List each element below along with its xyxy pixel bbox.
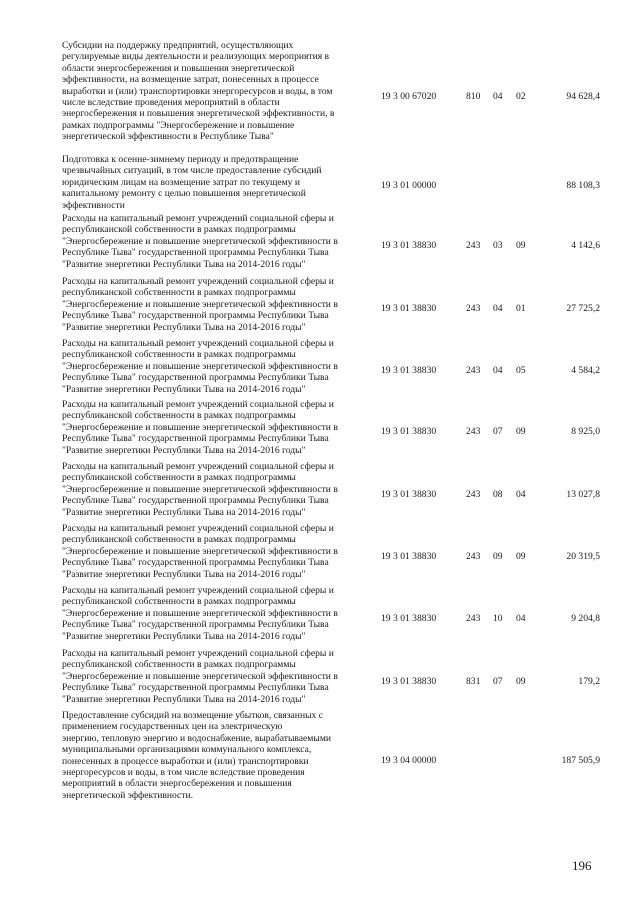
section-code: 09 — [493, 551, 503, 562]
section-code: 03 — [493, 240, 503, 251]
amount: 13 027,8 — [566, 489, 600, 500]
target-code: 19 3 01 00000 — [381, 180, 437, 191]
target-code: 19 3 04 00000 — [381, 755, 437, 766]
page-number: 196 — [572, 858, 592, 873]
amount: 179,2 — [578, 676, 600, 687]
subsection-code: 09 — [516, 426, 526, 437]
section-code: 08 — [493, 489, 503, 500]
expense-type: 243 — [466, 551, 481, 562]
expense-type: 243 — [466, 489, 481, 500]
section-code: 04 — [493, 303, 503, 314]
expense-type: 810 — [466, 91, 481, 102]
target-code: 19 3 01 38830 — [381, 365, 437, 376]
row-description: Расходы на капитальный ремонт учреждений социальной сферы и республиканской собственности в рамках подпрограммы "Энергосбережение и повышение энергетической эффективности в Республике Тыва" государственной программы Республики Тыва "Развитие энергетики Республики Тыва на 2014-2016 годы" — [62, 276, 338, 333]
subsection-code: 01 — [516, 303, 526, 314]
expense-type: 243 — [466, 613, 481, 624]
amount: 88 108,3 — [566, 180, 600, 191]
section-code: 07 — [493, 426, 503, 437]
row-description: Расходы на капитальный ремонт учреждений социальной сферы и республиканской собственности в рамках подпрограммы "Энергосбережение и повышение энергетической эффективности в Республике Тыва" государственной программы Республики Тыва "Развитие энергетики Республики Тыва на 2014-2016 годы" — [62, 585, 338, 642]
target-code: 19 3 01 38830 — [381, 303, 437, 314]
subsection-code: 05 — [516, 365, 526, 376]
section-code: 04 — [493, 365, 503, 376]
amount: 27 725,2 — [566, 303, 600, 314]
row-description: Расходы на капитальный ремонт учреждений социальной сферы и республиканской собственности в рамках подпрограммы "Энергосбережение и повышение энергетической эффективности в Республике Тыва" государственной программы Республики Тыва "Развитие энергетики Республики Тыва на 2014-2016 годы" — [62, 648, 338, 705]
target-code: 19 3 00 67020 — [381, 91, 437, 102]
expense-type: 243 — [466, 426, 481, 437]
target-code: 19 3 01 38830 — [381, 426, 437, 437]
amount: 94 628,4 — [566, 91, 600, 102]
target-code: 19 3 01 38830 — [381, 676, 437, 687]
row-description: Субсидии на поддержку предприятий, осуществляющих регулируемые виды деятельности и реализующих мероприятия в области энергосбережения и повышения энергетической эффективности, на возмещение затрат, понесенных в процессе выработки и (или) транспортировки энергоресурсов и воды, в том числе вследствие проведения мероприятий в области энергосбережения и повышения энергетической эффективности, в рамках подпрограммы "Энергосбережение и повышение энергетической эффективности в Республике Тыва" — [62, 40, 335, 143]
target-code: 19 3 01 38830 — [381, 613, 437, 624]
amount: 187 505,9 — [561, 755, 600, 766]
amount: 8 925,0 — [571, 426, 600, 437]
section-code: 10 — [493, 613, 503, 624]
subsection-code: 09 — [516, 676, 526, 687]
row-description: Подготовка к осенне-зимнему периоду и предотвращение чрезвычайных ситуаций, в том числе предоставление субсидий юридическим лицам на возмещение затрат по текущему и капитальному ремонту с целью повышения энергетической эффективности — [62, 154, 322, 211]
amount: 4 584,2 — [571, 365, 600, 376]
row-description: Предоставление субсидий на возмещение убытков, связанных с применением государственных цен на электрическую энергию, тепловую энергию и водоснабжение, вырабатываемыми муниципальными организациями коммунального комплекса, понесенных в процессе выработки и (или) транспортировки энергоресурсов и воды, в том числе вследствие проведения мероприятий в области энергосбережения и повышения энергетической эффективности. — [62, 710, 332, 801]
row-description: Расходы на капитальный ремонт учреждений социальной сферы и республиканской собственности в рамках подпрограммы "Энергосбережение и повышение энергетической эффективности в Республике Тыва" государственной программы Республики Тыва "Развитие энергетики Республики Тыва на 2014-2016 годы" — [62, 338, 338, 395]
subsection-code: 09 — [516, 240, 526, 251]
expense-type: 243 — [466, 365, 481, 376]
expense-type: 243 — [466, 240, 481, 251]
row-description: Расходы на капитальный ремонт учреждений социальной сферы и республиканской собственности в рамках подпрограммы "Энергосбережение и повышение энергетической эффективности в Республике Тыва" государственной программы Республики Тыва "Развитие энергетики Республики Тыва на 2014-2016 годы" — [62, 399, 338, 456]
target-code: 19 3 01 38830 — [381, 551, 437, 562]
amount: 9 204,8 — [571, 613, 600, 624]
subsection-code: 02 — [516, 91, 526, 102]
section-code: 04 — [493, 91, 503, 102]
expense-type: 831 — [466, 676, 481, 687]
row-description: Расходы на капитальный ремонт учреждений социальной сферы и республиканской собственности в рамках подпрограммы "Энергосбережение и повышение энергетической эффективности в Республике Тыва" государственной программы Республики Тыва "Развитие энергетики Республики Тыва на 2014-2016 годы" — [62, 523, 338, 580]
target-code: 19 3 01 38830 — [381, 240, 437, 251]
subsection-code: 09 — [516, 551, 526, 562]
expense-type: 243 — [466, 303, 481, 314]
row-description: Расходы на капитальный ремонт учреждений социальной сферы и республиканской собственности в рамках подпрограммы "Энергосбережение и повышение энергетической эффективности в Республике Тыва" государственной программы Республики Тыва "Развитие энергетики Республики Тыва на 2014-2016 годы" — [62, 213, 338, 270]
amount: 20 319,5 — [566, 551, 600, 562]
subsection-code: 04 — [516, 489, 526, 500]
row-description: Расходы на капитальный ремонт учреждений социальной сферы и республиканской собственности в рамках подпрограммы "Энергосбережение и повышение энергетической эффективности в Республике Тыва" государственной программы Республики Тыва "Развитие энергетики Республики Тыва на 2014-2016 годы" — [62, 461, 338, 518]
section-code: 07 — [493, 676, 503, 687]
target-code: 19 3 01 38830 — [381, 489, 437, 500]
subsection-code: 04 — [516, 613, 526, 624]
amount: 4 142,6 — [571, 240, 600, 251]
